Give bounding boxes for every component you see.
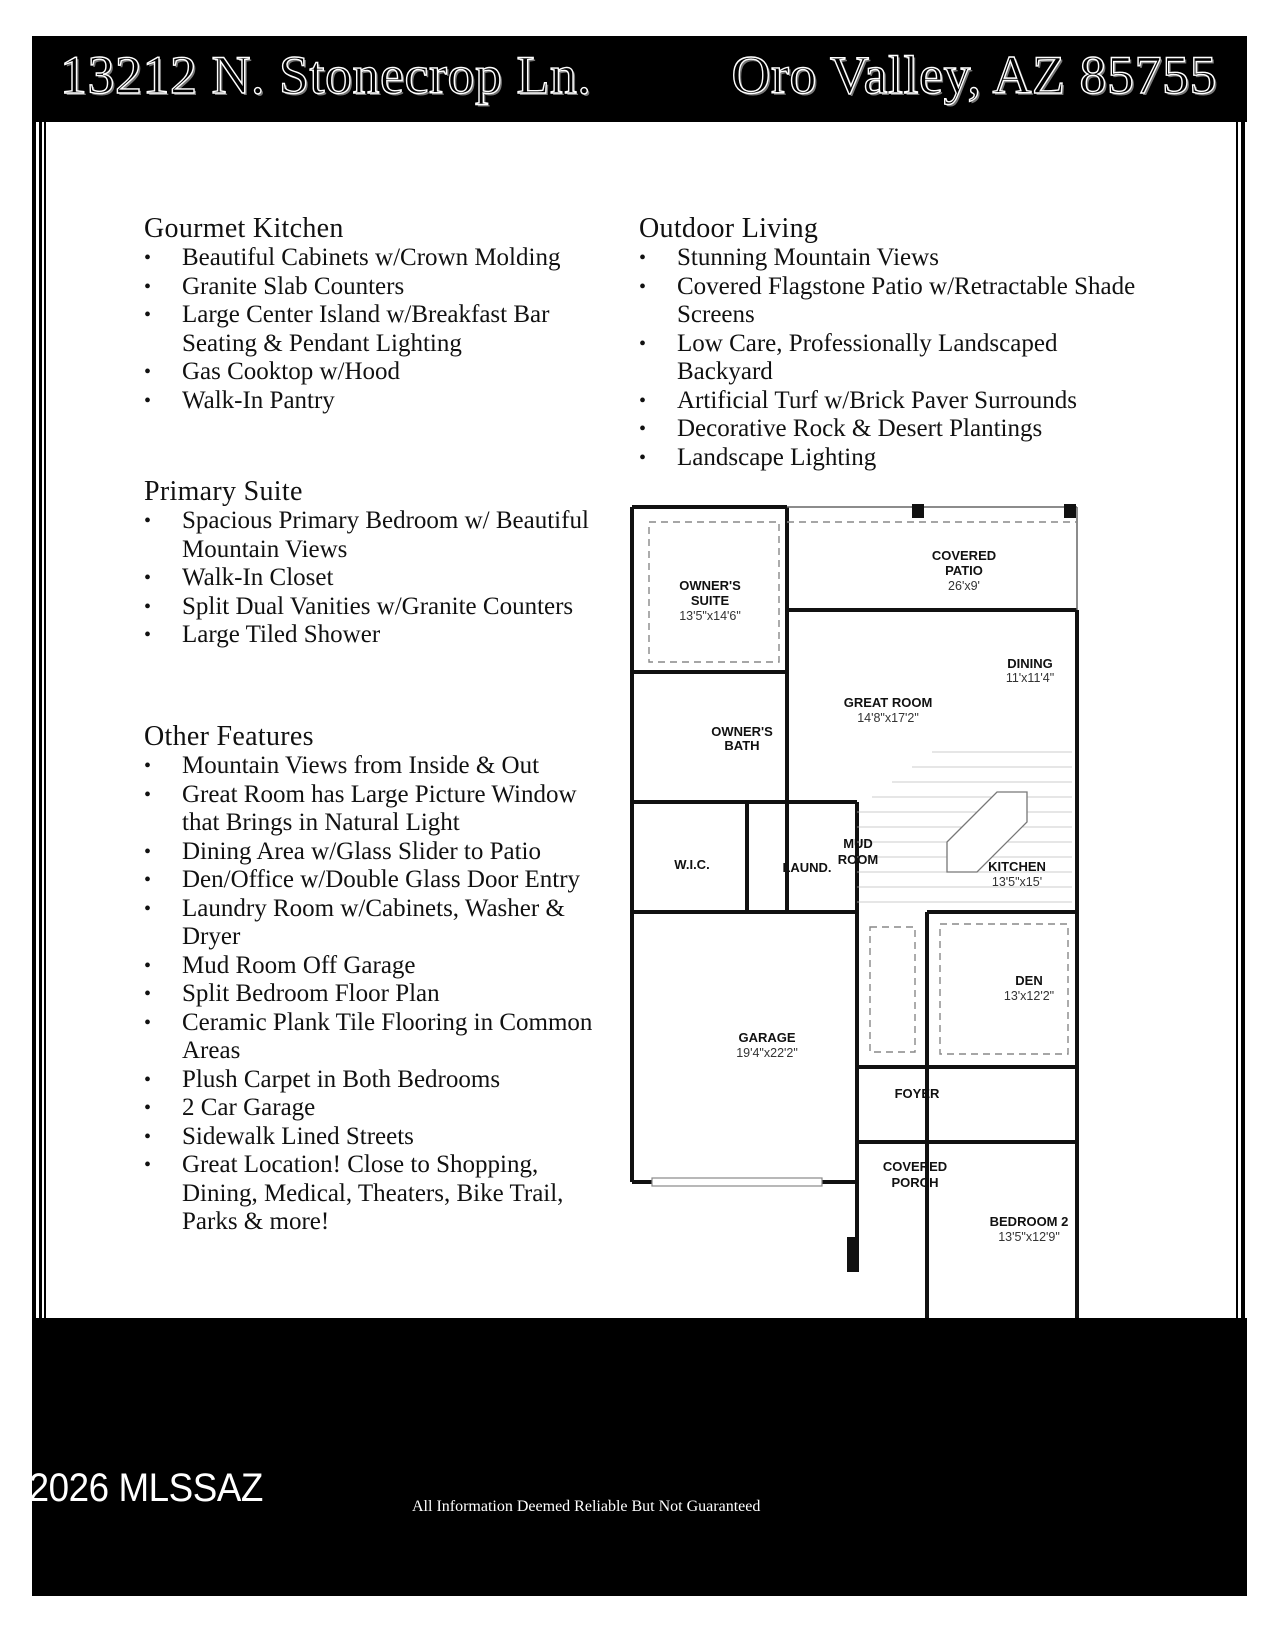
bullet-icon: • xyxy=(144,275,152,298)
feature-item xyxy=(144,564,604,593)
feature-text: Great Room has Large Picture Window that Brings in Natural Light xyxy=(182,780,577,836)
svg-text:BATH: BATH xyxy=(724,738,760,753)
svg-text:13'5"x12'9": 13'5"x12'9" xyxy=(998,1230,1060,1244)
svg-text:26'x9': 26'x9' xyxy=(948,579,980,593)
bullet-icon: • xyxy=(144,1011,152,1034)
feature-text: Spacious Primary Bedroom w/ Beautiful Mountain Views xyxy=(182,507,589,563)
floor-plan-drawing xyxy=(602,502,1122,1362)
feature-text: Large Tiled Shower xyxy=(182,621,381,648)
section-title: Gourmet Kitchen xyxy=(144,213,344,244)
bullet-icon: • xyxy=(639,446,647,469)
bullet-icon: • xyxy=(144,840,152,863)
bullet-icon: • xyxy=(144,869,152,891)
feature-list xyxy=(144,752,604,1237)
disclaimer-text: All Information Deemed Reliable But Not Guaranteed xyxy=(412,1498,761,1515)
feature-item xyxy=(639,444,1139,473)
svg-text:FOYER: FOYER xyxy=(894,1086,940,1101)
feature-text: Decorative Rock & Desert Plantings xyxy=(677,415,1043,442)
section-other-features xyxy=(144,722,604,1237)
bullet-icon: • xyxy=(144,510,152,532)
bullet-icon: • xyxy=(639,247,647,269)
floor-plan-image xyxy=(602,502,1122,1362)
property-city-state-zip: Oro Valley, AZ 85755 xyxy=(731,45,1217,105)
svg-text:13'5"x15': 13'5"x15' xyxy=(991,875,1043,889)
feature-item xyxy=(144,1094,604,1123)
feature-text: Artificial Turf w/Brick Paver Surrounds xyxy=(677,386,1077,414)
feature-text: Plush Carpet in Both Bedrooms xyxy=(182,1065,501,1093)
feature-text: Split Dual Vanities w/Granite Counters xyxy=(182,592,574,620)
bullet-icon: • xyxy=(144,247,152,269)
bullet-icon: • xyxy=(144,361,152,383)
listing-flyer xyxy=(2,36,1247,1596)
section-primary-suite xyxy=(144,477,604,650)
feature-text: Stunning Mountain Views xyxy=(677,244,939,271)
feature-text: Landscape Lighting xyxy=(677,443,877,471)
feature-text: Mountain Views from Inside & Out xyxy=(182,752,540,779)
feature-item xyxy=(144,781,604,838)
svg-text:GREAT ROOM: GREAT ROOM xyxy=(843,695,933,710)
feature-item xyxy=(144,1123,604,1152)
feature-text: Covered Flagstone Patio w/Retractable Shade Screens xyxy=(677,272,1136,328)
bullet-icon: • xyxy=(639,332,647,355)
feature-text: Den/Office w/Double Glass Door Entry xyxy=(182,866,581,893)
svg-text:BEDROOM 2: BEDROOM 2 xyxy=(989,1214,1069,1229)
feature-item xyxy=(144,1009,604,1066)
svg-text:19'4"x22'2": 19'4"x22'2" xyxy=(736,1046,798,1060)
feature-item xyxy=(144,980,604,1009)
section-outdoor-living xyxy=(639,214,1139,472)
svg-text:OWNER'S: OWNER'S xyxy=(679,578,741,593)
feature-text: Beautiful Cabinets w/Crown Molding xyxy=(182,244,561,271)
feature-item xyxy=(144,387,604,416)
copyright-notice: ©2026 MLSSAZ xyxy=(2,1466,263,1510)
feature-text: Gas Cooktop w/Hood xyxy=(182,358,401,385)
svg-text:DINING: DINING xyxy=(1007,656,1053,671)
bullet-icon: • xyxy=(144,954,152,977)
feature-item xyxy=(144,895,604,952)
feature-item xyxy=(144,866,604,895)
bullet-icon: • xyxy=(639,418,647,440)
feature-text: Dining Area w/Glass Slider to Patio xyxy=(182,837,541,865)
feature-text: Sidewalk Lined Streets xyxy=(182,1122,414,1150)
svg-text:13'x12'2": 13'x12'2" xyxy=(1003,989,1055,1003)
feature-text: Walk-In Closet xyxy=(182,564,334,591)
bullet-icon: • xyxy=(144,897,152,920)
feature-item xyxy=(144,1066,604,1095)
feature-text: Laundry Room w/Cabinets, Washer & Dryer xyxy=(182,894,565,950)
svg-text:11'x11'4": 11'x11'4" xyxy=(1005,671,1055,685)
feature-item xyxy=(144,838,604,867)
feature-text: 2 Car Garage xyxy=(182,1094,316,1121)
feature-text: Low Care, Professionally Landscaped Backyard xyxy=(677,329,1058,385)
feature-text: Ceramic Plank Tile Flooring in Common Areas xyxy=(182,1008,593,1064)
bullet-icon: • xyxy=(144,304,152,326)
feature-item xyxy=(639,387,1139,416)
feature-text: Large Center Island w/Breakfast Bar Seating & Pendant Lighting xyxy=(182,301,550,357)
feature-text: Split Bedroom Floor Plan xyxy=(182,980,440,1007)
bullet-icon: • xyxy=(639,389,647,412)
feature-list xyxy=(144,507,604,650)
feature-item xyxy=(144,301,604,358)
feature-item xyxy=(144,621,604,650)
bullet-icon: • xyxy=(144,1068,152,1091)
content-area xyxy=(32,122,1247,1418)
svg-text:13'5"x14'6": 13'5"x14'6" xyxy=(679,609,741,623)
svg-text:PATIO: PATIO xyxy=(945,563,983,578)
feature-item xyxy=(144,593,604,622)
bullet-icon: • xyxy=(144,567,152,589)
feature-item xyxy=(639,330,1139,387)
feature-item xyxy=(639,415,1139,444)
bullet-icon: • xyxy=(144,783,152,806)
section-title: Other Features xyxy=(144,721,314,752)
bullet-icon: • xyxy=(144,755,152,777)
svg-text:SUITE: SUITE xyxy=(690,593,730,608)
section-title: Primary Suite xyxy=(144,476,303,507)
section-gourmet-kitchen xyxy=(144,214,604,415)
bullet-icon: • xyxy=(144,1154,152,1176)
svg-text:ROOM: ROOM xyxy=(837,852,879,867)
svg-text:14'8"x17'2": 14'8"x17'2" xyxy=(857,711,919,725)
svg-text:LAUND.: LAUND. xyxy=(782,860,832,875)
feature-item xyxy=(639,273,1139,330)
bullet-icon: • xyxy=(144,389,152,412)
svg-text:MUD: MUD xyxy=(843,836,873,851)
svg-text:PORCH: PORCH xyxy=(891,1175,939,1190)
bullet-icon: • xyxy=(144,624,152,646)
section-title: Outdoor Living xyxy=(639,213,819,244)
svg-text:W.I.C.: W.I.C. xyxy=(674,857,710,872)
feature-item xyxy=(144,952,604,981)
feature-text: Walk-In Pantry xyxy=(182,386,335,414)
feature-text: Granite Slab Counters xyxy=(182,272,405,300)
feature-item xyxy=(144,1151,604,1237)
feature-item xyxy=(639,244,1139,273)
footer-bar xyxy=(32,1318,1247,1596)
bullet-icon: • xyxy=(639,275,647,298)
feature-list xyxy=(639,244,1139,472)
feature-item xyxy=(144,752,604,781)
svg-text:COVERED: COVERED xyxy=(931,548,997,563)
bullet-icon: • xyxy=(144,595,152,618)
bullet-icon: • xyxy=(144,983,152,1005)
svg-text:KITCHEN: KITCHEN xyxy=(988,859,1046,874)
feature-text: Great Location! Close to Shopping, Dining, Medical, Theaters, Bike Trail, Parks & more! xyxy=(182,1151,564,1235)
feature-item xyxy=(144,358,604,387)
feature-item xyxy=(144,244,604,273)
svg-text:COVERED: COVERED xyxy=(882,1159,948,1174)
feature-text: Mud Room Off Garage xyxy=(182,951,416,979)
property-address: 13212 N. Stonecrop Ln. xyxy=(60,45,592,105)
feature-item xyxy=(144,273,604,302)
feature-item xyxy=(144,507,604,564)
bullet-icon: • xyxy=(144,1125,152,1148)
feature-list xyxy=(144,244,604,415)
svg-text:OWNER'S: OWNER'S xyxy=(711,724,773,739)
svg-text:DEN: DEN xyxy=(1015,973,1043,988)
header-bar xyxy=(32,36,1247,122)
bullet-icon: • xyxy=(144,1097,152,1119)
svg-text:GARAGE: GARAGE xyxy=(738,1030,796,1045)
